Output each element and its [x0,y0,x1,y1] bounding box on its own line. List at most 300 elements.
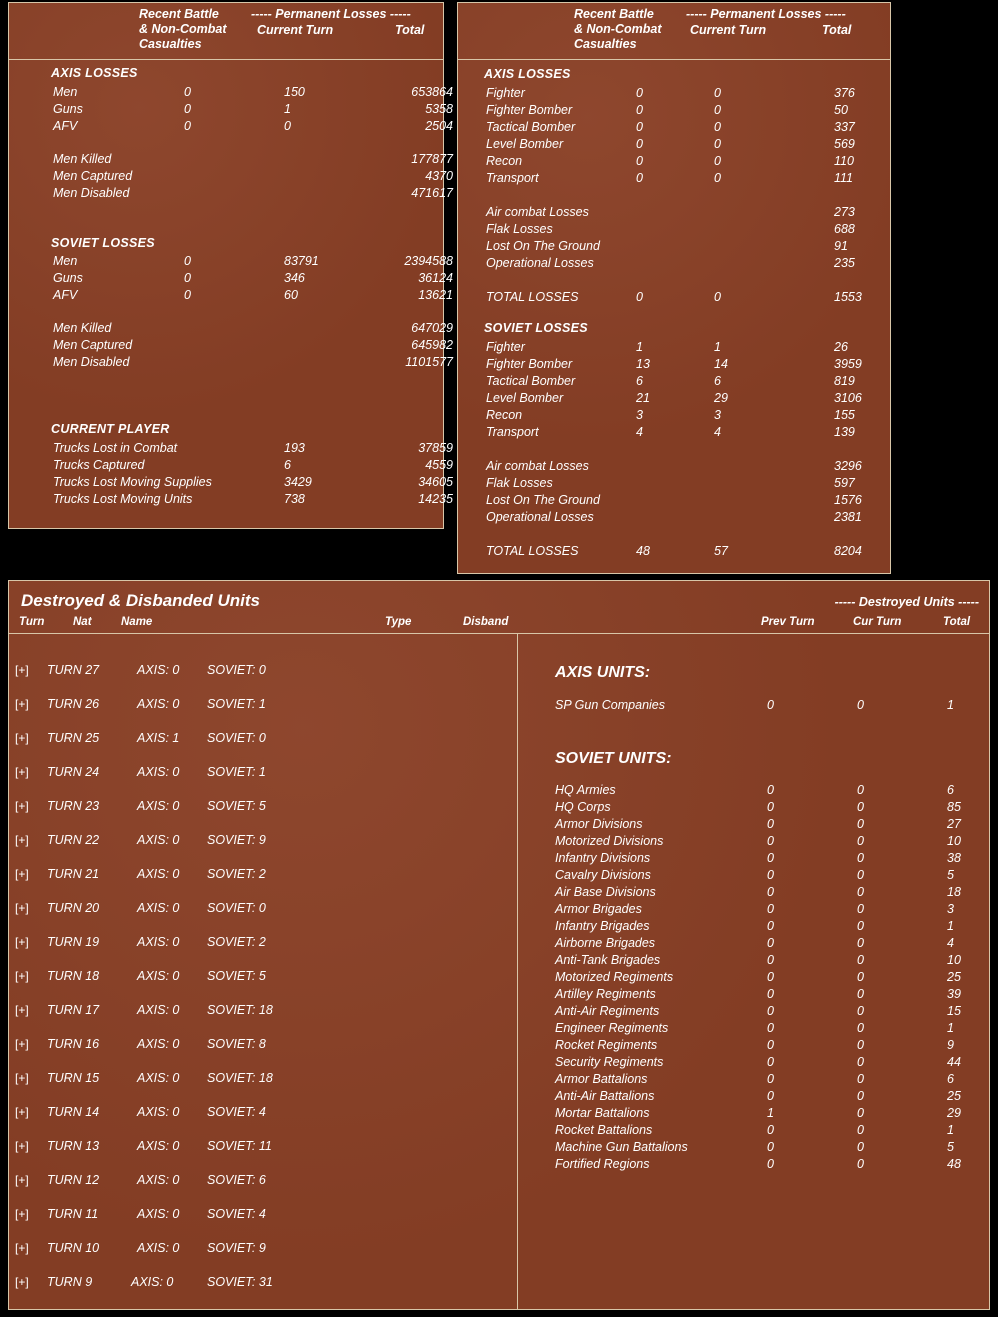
soviet-count: SOVIET: 1 [207,697,266,711]
axis-count: AXIS: 0 [137,1071,180,1085]
unit-row-cur: 0 [857,783,864,797]
turn-row[interactable] [9,935,509,969]
expand-turn-button[interactable]: [+] [15,1037,29,1051]
ground-axis-summary-total: 177877 [411,152,453,166]
unit-row-total: 10 [947,953,961,967]
soviet-count: SOVIET: 0 [207,731,266,745]
expand-turn-button[interactable]: [+] [15,765,29,779]
ground-player-row-current: 738 [284,492,305,506]
ground-player-row-total: 34605 [418,475,453,489]
ground-soviet-losses-title: SOVIET LOSSES [51,236,155,250]
air-axis-summary-total: 688 [834,222,855,236]
axis-count: AXIS: 0 [137,1003,180,1017]
unit-row-name: Rocket Regiments [555,1038,658,1052]
turn-row[interactable] [9,901,509,935]
expand-turn-button[interactable]: [+] [15,731,29,745]
axis-count: AXIS: 0 [137,1241,180,1255]
expand-turn-button[interactable]: [+] [15,935,29,949]
air-axis-total-total: 1553 [834,290,862,304]
ground-player-row-label: Trucks Lost Moving Units [53,492,193,506]
unit-row-name: Infantry Divisions [555,851,651,865]
unit-row-name: Motorized Divisions [555,834,664,848]
air-soviet-row-label: Level Bomber [486,391,564,405]
axis-count: AXIS: 0 [137,765,180,779]
unit-row-total: 48 [947,1157,961,1171]
air-soviet-row-recent: 13 [636,357,650,371]
unit-row-prev: 0 [767,1021,774,1035]
turn-row[interactable] [9,1139,509,1173]
unit-row-name: Air Base Divisions [555,885,656,899]
air-soviet-total-label: TOTAL LOSSES [486,544,579,558]
unit-row-total: 39 [947,987,961,1001]
air-axis-row-recent: 0 [636,103,643,117]
air-axis-row-current: 0 [714,137,721,151]
expand-turn-button[interactable]: [+] [15,663,29,677]
header-recent-battle-line1: Recent Battle [139,7,219,21]
unit-row-prev: 0 [767,970,774,984]
ground-current-player-title: CURRENT PLAYER [51,422,170,436]
column-divider [517,634,518,1310]
turn-label: TURN 21 [47,867,100,881]
ground-player-row-label: Trucks Lost in Combat [53,441,178,455]
turn-row[interactable] [9,969,509,1003]
unit-row-name: Motorized Regiments [555,970,674,984]
air-soviet-losses-title: SOVIET LOSSES [484,321,588,335]
air-axis-row-total: 50 [834,103,848,117]
expand-turn-button[interactable]: [+] [15,1173,29,1187]
air-axis-row-current: 0 [714,86,721,100]
air-axis-summary-label: Lost On The Ground [486,239,600,253]
axis-count: AXIS: 0 [137,1207,180,1221]
ground-axis-row-current: 0 [284,119,291,133]
unit-row-total: 1 [947,919,954,933]
expand-turn-button[interactable]: [+] [15,697,29,711]
ground-axis-row-total: 5358 [425,102,453,116]
air-soviet-row-current: 29 [714,391,728,405]
axis-count: AXIS: 0 [137,799,180,813]
air-axis-row-label: Recon [486,154,523,168]
unit-row-prev: 0 [767,800,774,814]
air-axis-row-total: 111 [834,171,854,185]
air-axis-row-total: 337 [834,120,855,134]
unit-row-cur: 0 [857,1123,864,1137]
turn-row[interactable] [9,731,509,765]
unit-row-prev: 0 [767,1055,774,1069]
ground-soviet-summary-label: Men Disabled [53,355,130,369]
air-soviet-row-label: Tactical Bomber [486,374,576,388]
unit-row-prev: 1 [767,1106,774,1120]
ground-player-row-current: 3429 [284,475,312,489]
header-recent-battle-line1: Recent Battle [574,7,654,21]
ground-soviet-row-label: AFV [53,288,78,302]
air-soviet-row-current: 6 [714,374,721,388]
axis-count: AXIS: 0 [137,1173,180,1187]
air-soviet-total-total: 8204 [834,544,862,558]
air-soviet-row-total: 155 [834,408,855,422]
unit-row-prev: 0 [767,919,774,933]
expand-turn-button[interactable]: [+] [15,1207,29,1221]
air-axis-total-label: TOTAL LOSSES [486,290,579,304]
air-axis-row-recent: 0 [636,120,643,134]
turn-label: TURN 17 [47,1003,100,1017]
ground-axis-summary-label: Men Disabled [53,186,130,200]
unit-row-total: 6 [947,1072,954,1086]
turn-label: TURN 23 [47,799,100,813]
unit-row-cur: 0 [857,953,864,967]
unit-row-total: 9 [947,1038,954,1052]
unit-row-name: HQ Corps [555,800,611,814]
expand-turn-button[interactable]: [+] [15,1105,29,1119]
air-axis-row-recent: 0 [636,86,643,100]
soviet-count: SOVIET: 4 [207,1105,266,1119]
column-header-type: Type [385,616,412,628]
unit-row-prev: 0 [767,1157,774,1171]
air-soviet-total-recent: 48 [636,544,650,558]
unit-row-cur: 0 [857,817,864,831]
air-losses-panel [457,2,891,574]
air-soviet-row-total: 26 [834,340,848,354]
ground-axis-summary-label: Men Captured [53,169,133,183]
unit-row-name: HQ Armies [555,783,616,797]
turn-label: TURN 22 [47,833,100,847]
column-header-total: Total [943,616,971,628]
column-header-name: Name [121,616,153,628]
soviet-count: SOVIET: 2 [207,935,266,949]
air-axis-row-label: Level Bomber [486,137,564,151]
expand-turn-button[interactable]: [+] [15,1071,29,1085]
unit-row-prev: 0 [767,1140,774,1154]
header-recent-battle-line3: Casualties [139,37,202,51]
air-soviet-summary-label: Lost On The Ground [486,493,600,507]
destroyed-disbanded-panel [8,580,990,1310]
axis-count: AXIS: 0 [137,663,180,677]
turn-row[interactable] [9,1003,509,1037]
header-recent-battle-line2: & Non-Combat [574,22,662,36]
soviet-count: SOVIET: 0 [207,901,266,915]
unit-row-prev: 0 [767,1072,774,1086]
unit-row-name: Anti-Air Regiments [555,1004,660,1018]
turn-label: TURN 16 [47,1037,100,1051]
unit-row-prev: 0 [767,1089,774,1103]
soviet-count: SOVIET: 11 [207,1139,272,1153]
ground-soviet-row-current: 346 [284,271,305,285]
ground-axis-row-current: 1 [284,102,291,116]
axis-count: AXIS: 0 [137,1139,180,1153]
unit-row-cur: 0 [857,800,864,814]
soviet-count: SOVIET: 9 [207,1241,266,1255]
unit-row-prev: 0 [767,783,774,797]
ground-soviet-row-total: 36124 [418,271,453,285]
ground-axis-row-recent: 0 [184,102,191,116]
ground-soviet-summary-label: Men Captured [53,338,133,352]
ground-soviet-row-recent: 0 [184,288,191,302]
unit-row-name: Armor Divisions [555,817,643,831]
air-soviet-row-label: Fighter Bomber [486,357,573,371]
expand-turn-button[interactable]: [+] [15,969,29,983]
header-total: Total [822,23,852,37]
axis-count: AXIS: 0 [137,935,180,949]
turn-row[interactable] [9,1037,509,1071]
air-soviet-row-total: 819 [834,374,855,388]
axis-count: AXIS: 0 [137,1037,180,1051]
unit-row-total: 85 [947,800,961,814]
air-soviet-row-label: Transport [486,425,539,439]
unit-row-name: Artilley Regiments [555,987,656,1001]
air-axis-row-label: Fighter Bomber [486,103,573,117]
turn-label: TURN 19 [47,935,100,949]
ground-soviet-row-label: Men [53,254,78,268]
unit-row-cur: 0 [857,1021,864,1035]
turn-row[interactable] [9,1173,509,1207]
air-axis-summary-total: 91 [834,239,848,253]
soviet-count: SOVIET: 31 [207,1275,273,1289]
unit-row-total: 4 [947,936,954,950]
soviet-count: SOVIET: 5 [207,799,266,813]
unit-row-total: 15 [947,1004,961,1018]
unit-row-prev: 0 [767,1038,774,1052]
unit-row-cur: 0 [857,1038,864,1052]
turn-row[interactable] [9,697,509,731]
air-axis-total-recent: 0 [636,290,643,304]
unit-row-total: 44 [947,1055,961,1069]
unit-row-prev: 0 [767,902,774,916]
air-axis-row-total: 569 [834,137,855,151]
unit-row-cur: 0 [857,1072,864,1086]
unit-row-name: Security Regiments [555,1055,664,1069]
air-axis-summary-label: Operational Losses [486,256,594,270]
column-header-nat: Nat [73,616,92,628]
turn-row[interactable] [9,1105,509,1139]
unit-row-prev: 0 [767,936,774,950]
unit-row-cur: 0 [857,987,864,1001]
air-soviet-summary-label: Flak Losses [486,476,553,490]
turn-label: TURN 18 [47,969,100,983]
axis-units-title: AXIS UNITS: [555,664,651,681]
expand-turn-button[interactable]: [+] [15,1241,29,1255]
ground-axis-summary-total: 471617 [411,186,453,200]
unit-row-total: 29 [947,1106,961,1120]
unit-row-cur: 0 [857,936,864,950]
air-axis-row-current: 0 [714,171,721,185]
column-header-cur-turn: Cur Turn [853,616,902,628]
turn-label: TURN 14 [47,1105,100,1119]
header-recent-battle-line2: & Non-Combat [139,22,227,36]
air-soviet-row-total: 139 [834,425,855,439]
turn-label: TURN 24 [47,765,100,779]
air-soviet-row-current: 4 [714,425,721,439]
air-soviet-summary-total: 3296 [834,459,862,473]
expand-turn-button[interactable]: [+] [15,867,29,881]
ground-soviet-summary-total: 1101577 [405,355,453,369]
soviet-count: SOVIET: 9 [207,833,266,847]
turn-row[interactable] [9,867,509,901]
turn-label: TURN 11 [47,1207,99,1221]
air-axis-summary-label: Air combat Losses [486,205,589,219]
air-soviet-row-label: Fighter [486,340,525,354]
air-axis-row-label: Transport [486,171,539,185]
ground-losses-panel [8,2,453,529]
page-title: Destroyed & Disbanded Units [21,591,260,610]
air-axis-row-recent: 0 [636,137,643,151]
air-losses-header [458,3,890,60]
unit-row-cur: 0 [857,902,864,916]
air-axis-row-total: 110 [834,154,854,168]
header-total: Total [395,23,425,37]
turn-label: TURN 9 [47,1275,93,1289]
air-soviet-summary-total: 597 [834,476,855,490]
air-axis-row-recent: 0 [636,171,643,185]
column-header-prev-turn: Prev Turn [761,616,815,628]
turn-row[interactable] [9,1275,509,1309]
turn-row[interactable] [9,1241,509,1275]
header-recent-battle-line3: Casualties [574,37,637,51]
unit-row-prev: 0 [767,953,774,967]
expand-turn-button[interactable]: [+] [15,1003,29,1017]
unit-row-prev: 0 [767,885,774,899]
air-axis-total-current: 0 [714,290,721,304]
ground-axis-row-label: Men [53,85,78,99]
unit-row-total: 1 [947,698,954,712]
ground-axis-row-recent: 0 [184,119,191,133]
header-current-turn: Current Turn [690,23,767,37]
air-soviet-row-recent: 6 [636,374,643,388]
air-soviet-row-total: 3106 [834,391,862,405]
unit-row-cur: 0 [857,885,864,899]
unit-row-name: Mortar Battalions [555,1106,650,1120]
ground-axis-losses-title: AXIS LOSSES [51,66,138,80]
ground-soviet-row-total: 13621 [418,288,453,302]
turn-row[interactable] [9,663,509,697]
unit-row-cur: 0 [857,834,864,848]
soviet-count: SOVIET: 2 [207,867,266,881]
soviet-count: SOVIET: 18 [207,1003,273,1017]
axis-count: AXIS: 0 [137,1105,180,1119]
unit-row-prev: 0 [767,817,774,831]
air-soviet-total-current: 57 [714,544,728,558]
ground-axis-row-total: 2504 [425,119,453,133]
axis-count: AXIS: 0 [137,901,180,915]
ground-player-row-label: Trucks Lost Moving Supplies [53,475,212,489]
ground-axis-summary-total: 4370 [425,169,453,183]
expand-turn-button[interactable]: [+] [15,833,29,847]
unit-row-total: 25 [947,970,961,984]
soviet-count: SOVIET: 4 [207,1207,266,1221]
unit-row-name: Rocket Battalions [555,1123,653,1137]
unit-row-prev: 0 [767,834,774,848]
header-divider [9,633,989,634]
turn-label: TURN 27 [47,663,100,677]
air-axis-summary-label: Flak Losses [486,222,553,236]
ground-soviet-row-current: 60 [284,288,298,302]
unit-row-name: Airborne Brigades [555,936,656,950]
unit-row-total: 6 [947,783,954,797]
expand-turn-button[interactable]: [+] [15,1139,29,1153]
ground-soviet-row-recent: 0 [184,271,191,285]
turn-row[interactable] [9,765,509,799]
axis-count: AXIS: 1 [137,731,180,745]
unit-row-total: 1 [947,1123,954,1137]
unit-row-total: 38 [947,851,961,865]
ground-soviet-row-total: 2394588 [404,254,453,268]
ground-axis-row-label: Guns [53,102,83,116]
air-soviet-summary-label: Operational Losses [486,510,594,524]
air-soviet-row-label: Recon [486,408,523,422]
unit-row-total: 1 [947,1021,954,1035]
air-soviet-row-current: 14 [714,357,728,371]
air-axis-losses-title: AXIS LOSSES [484,67,571,81]
turn-label: TURN 20 [47,901,100,915]
air-soviet-row-recent: 21 [636,391,650,405]
turn-row[interactable] [9,799,509,833]
soviet-count: SOVIET: 5 [207,969,266,983]
unit-row-total: 18 [947,885,961,899]
ground-losses-header [9,3,443,60]
header-current-turn: Current Turn [257,23,334,37]
turn-label: TURN 25 [47,731,100,745]
unit-row-cur: 0 [857,1089,864,1103]
soviet-count: SOVIET: 1 [207,765,266,779]
ground-axis-row-recent: 0 [184,85,191,99]
ground-soviet-summary-label: Men Killed [53,321,112,335]
header-permanent-losses: ----- Permanent Losses ----- [686,7,846,21]
expand-turn-button[interactable]: [+] [15,901,29,915]
soviet-count: SOVIET: 8 [207,1037,266,1051]
unit-row-cur: 0 [857,1157,864,1171]
turn-row[interactable] [9,833,509,867]
header-permanent-losses: ----- Permanent Losses ----- [251,7,411,21]
air-soviet-row-current: 1 [714,340,721,354]
turn-label: TURN 26 [47,697,100,711]
ground-soviet-summary-total: 647029 [411,321,453,335]
air-axis-row-total: 376 [834,86,855,100]
ground-player-row-current: 6 [284,458,291,472]
air-axis-row-current: 0 [714,120,721,134]
column-header-turn: Turn [19,616,45,628]
air-soviet-summary-label: Air combat Losses [486,459,589,473]
soviet-count: SOVIET: 6 [207,1173,266,1187]
unit-row-total: 27 [947,817,961,831]
soviet-units-title: SOVIET UNITS: [555,750,672,767]
soviet-count: SOVIET: 0 [207,663,266,677]
air-soviet-row-recent: 3 [636,408,643,422]
air-axis-row-current: 0 [714,103,721,117]
air-soviet-row-total: 3959 [834,357,862,371]
unit-row-prev: 0 [767,987,774,1001]
ground-axis-row-label: AFV [53,119,78,133]
unit-row-total: 5 [947,868,954,882]
unit-row-prev: 0 [767,1004,774,1018]
ground-soviet-row-current: 83791 [284,254,319,268]
ground-soviet-summary-total: 645982 [411,338,453,352]
unit-row-cur: 0 [857,851,864,865]
expand-turn-button[interactable]: [+] [15,1275,29,1289]
unit-row-name: Cavalry Divisions [555,868,651,882]
ground-axis-row-total: 653864 [411,85,453,99]
turn-row[interactable] [9,1207,509,1241]
ground-soviet-row-recent: 0 [184,254,191,268]
air-axis-row-label: Fighter [486,86,525,100]
unit-row-cur: 0 [857,1140,864,1154]
unit-row-cur: 0 [857,970,864,984]
unit-row-cur: 0 [857,868,864,882]
air-soviet-row-current: 3 [714,408,721,422]
expand-turn-button[interactable]: [+] [15,799,29,813]
unit-row-cur: 0 [857,1004,864,1018]
unit-row-name: Machine Gun Battalions [555,1140,688,1154]
turn-row[interactable] [9,1071,509,1105]
unit-row-prev: 0 [767,868,774,882]
axis-count: AXIS: 0 [137,697,180,711]
